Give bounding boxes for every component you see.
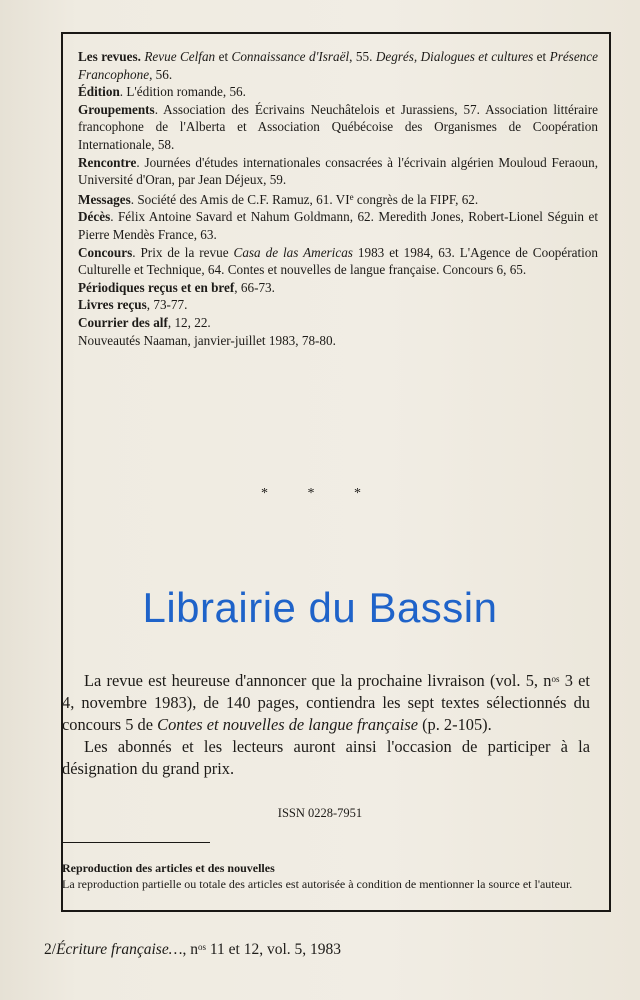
page-footer <box>44 941 341 959</box>
text-run: congrès de la FIPF, 62. <box>353 191 479 207</box>
text-run: , n <box>182 941 198 958</box>
text-run: Revue Celfan <box>144 49 216 64</box>
text-run: , 73-77. <box>146 297 188 313</box>
text-run: Périodiques reçus et en bref <box>78 279 235 295</box>
reproduction-text: La reproduction partielle ou totale des articles est autorisée à condition de mentionner la source et l'auteur. <box>62 877 573 891</box>
text-run: Livres reçus <box>78 297 147 313</box>
issn-number: ISSN 0228-7951 <box>277 806 363 820</box>
toc-entry <box>78 244 598 279</box>
text-run: Concours <box>78 244 133 260</box>
text-run: , 66-73. <box>234 279 275 295</box>
text-run: . Journées d'études internationales consacrées à l'écrivain algérien Mouloud Feraoun, Université d'Oran, par Jean Déjeux, 59. <box>78 154 598 188</box>
section-separator: * * * <box>261 486 379 501</box>
text-run: Les abonnés et les lecteurs auront ainsi l'occasion de participer à la désignation du grand prix. <box>62 737 590 778</box>
reproduction-heading: Reproduction des articles et des nouvelles <box>62 861 275 875</box>
toc-entry <box>78 189 598 209</box>
toc-entry <box>78 208 598 243</box>
text-run: Écriture française… <box>56 941 183 958</box>
toc-entry <box>78 296 598 314</box>
table-of-contents <box>78 48 598 349</box>
text-run: . Société des Amis de C.F. Ramuz, 61. VI <box>130 191 350 207</box>
text-run: Les revues. <box>78 49 141 64</box>
text-run: Contes et nouvelles de langue française <box>157 715 418 734</box>
announcement-paragraph <box>62 736 590 780</box>
text-run: Courrier des alf <box>78 314 168 330</box>
text-run: . Félix Antoine Savard et Nahum Goldmann, 62. Meredith Jones, Robert-Lionel Séguin et Pierre Mendès France, 63. <box>78 209 598 242</box>
announcement <box>62 668 590 780</box>
toc-entry <box>78 332 598 350</box>
text-run: , 55. <box>349 49 376 64</box>
text-run: Nouveautés Naaman, janvier-juillet 1983, 78-80. <box>78 332 336 348</box>
toc-entry <box>78 83 598 101</box>
toc-entry <box>78 154 598 189</box>
text-run: . Prix de la revue <box>132 244 234 260</box>
text-run: Édition <box>78 84 120 100</box>
text-run: 2/ <box>44 941 57 958</box>
text-run: (p. 2-105). <box>417 715 492 734</box>
text-run: Rencontre <box>78 154 137 170</box>
announcement-paragraph <box>62 668 590 736</box>
toc-entry <box>78 279 598 297</box>
text-run: Messages <box>78 191 131 207</box>
reproduction-notice <box>62 860 594 892</box>
text-run: os <box>551 674 560 684</box>
toc-entry <box>78 101 598 154</box>
text-run: , 56. <box>149 66 173 82</box>
text-run: et <box>533 49 550 64</box>
toc-entry <box>78 48 598 83</box>
text-run: . Association des Écrivains Neuchâtelois et Jurassiens, 57. Association littéraire francophone de l'Alberta et Association Québécoise des Organismes de Coopération Internationale, 58. <box>78 101 598 152</box>
text-run: . L'édition romande, 56. <box>119 84 246 100</box>
toc-entry <box>78 314 598 332</box>
text-run: Connaissance d'Israël <box>231 49 350 64</box>
text-run: Décès <box>78 209 111 225</box>
text-run: , 12, 22. <box>167 314 211 330</box>
text-run: 3 et 4, novembre 1983), de 140 pages, contiendra les sept textes sélectionnés du concours 5 de <box>62 671 590 734</box>
text-run: et <box>215 49 232 64</box>
text-run: La revue est heureuse d'annoncer que la prochaine livraison (vol. 5, n <box>84 671 552 690</box>
text-run: 1983 et 1984, 63. L'Agence de Coopération Culturelle et Technique, 64. Contes et nouvelles de langue française. Concours 6, 65. <box>78 244 598 278</box>
text-run: Casa de las Americas <box>233 244 353 260</box>
text-run: Groupements <box>78 101 155 117</box>
text-run: 11 et 12, vol. 5, 1983 <box>206 941 342 958</box>
text-run: e <box>349 191 354 202</box>
watermark-text: Librairie du Bassin <box>142 584 498 631</box>
footnote-divider <box>62 842 210 843</box>
text-run: Présence Francophone <box>78 49 598 82</box>
text-run: os <box>197 942 206 952</box>
text-run: Degrés, Dialogues et cultures <box>375 49 534 64</box>
